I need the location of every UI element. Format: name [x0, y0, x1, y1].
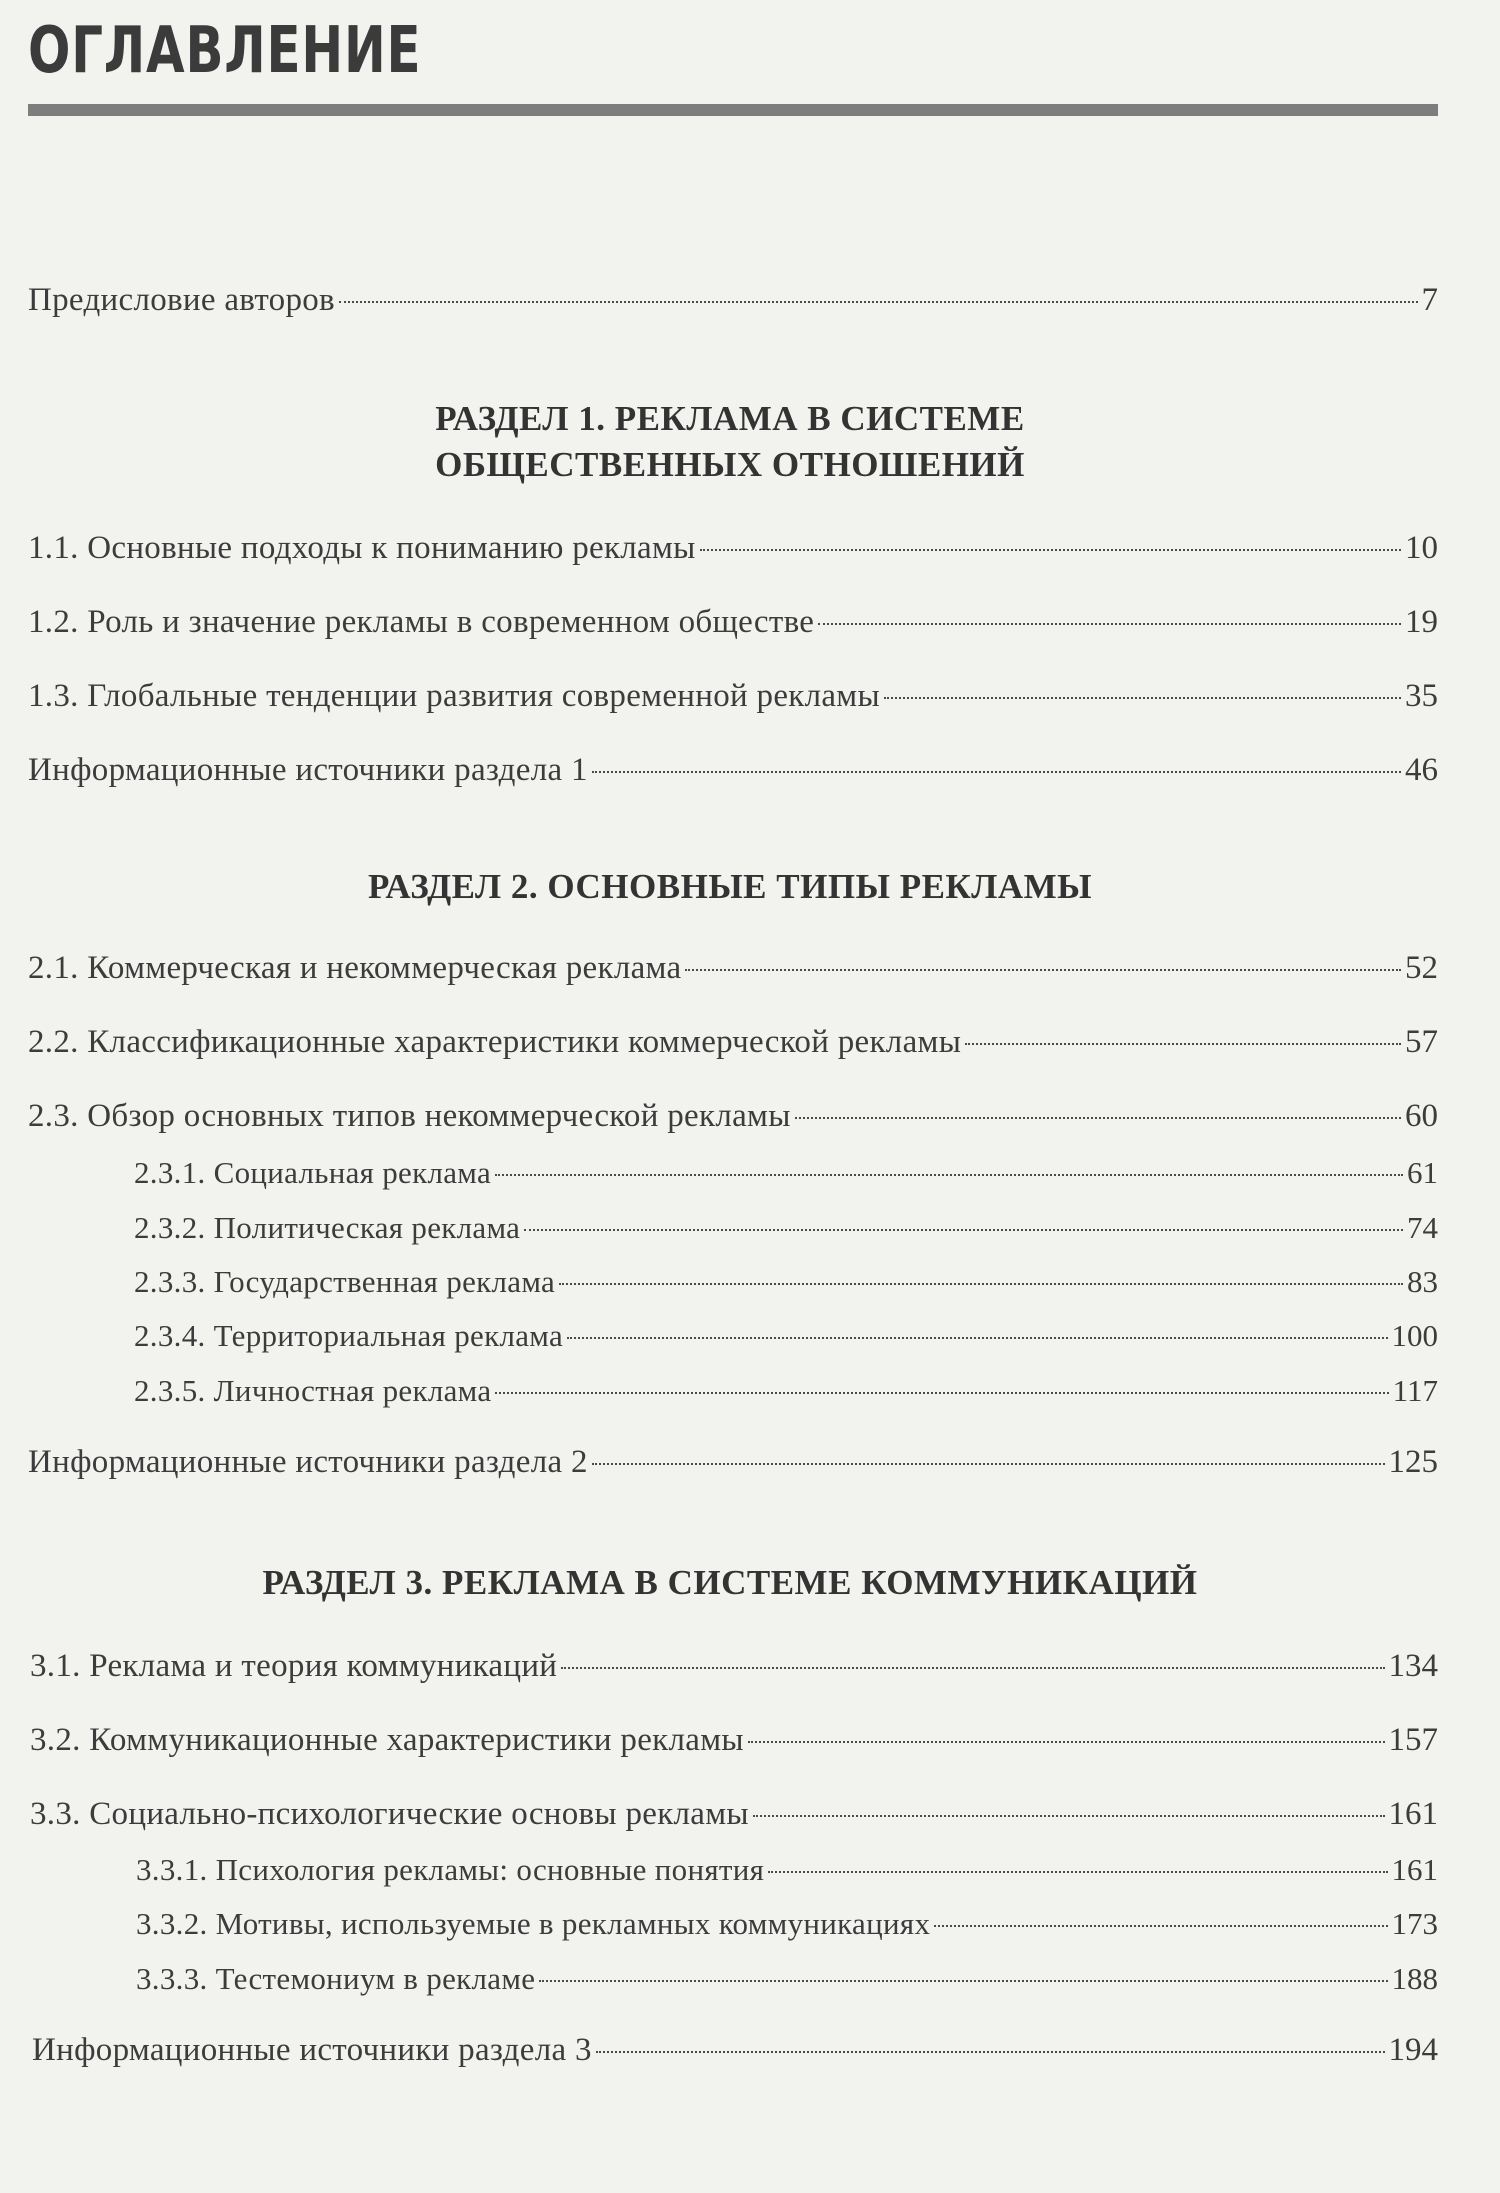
toc-entry-label: 2.3.1. Социальная реклама — [134, 1155, 492, 1190]
dot-leader — [596, 2051, 1385, 2053]
dot-leader — [748, 1741, 1385, 1743]
toc-entry-label: 1.1. Основные подходы к пониманию рекламы — [28, 530, 696, 566]
toc-page-number: 194 — [1388, 2032, 1438, 2068]
dot-leader — [818, 623, 1401, 625]
page-title: ОГЛАВЛЕНИЕ — [28, 14, 422, 88]
section-title-line: ОБЩЕСТВЕННЫХ ОТНОШЕНИЙ — [435, 445, 1025, 484]
toc-page-number: 19 — [1405, 604, 1438, 640]
toc-subentry[interactable] — [134, 1316, 1438, 1356]
dot-leader — [753, 1815, 1385, 1817]
toc-entry-label: 1.3. Глобальные тенденции развития современной рекламы — [28, 678, 880, 714]
dot-leader — [495, 1174, 1403, 1176]
dot-leader — [339, 301, 1418, 303]
toc-entry-label: Информационные источники раздела 1 — [28, 752, 588, 788]
dot-leader — [539, 1980, 1387, 1982]
toc-entry-label: 3.2. Коммуникационные характеристики рекламы — [30, 1722, 744, 1758]
dot-leader — [495, 1392, 1388, 1394]
toc-subentry[interactable] — [136, 1850, 1438, 1890]
toc-entry-label: 2.1. Коммерческая и некоммерческая реклама — [28, 950, 682, 986]
toc-page-number: 60 — [1405, 1098, 1438, 1134]
toc-subentry[interactable] — [136, 1904, 1438, 1944]
toc-entry[interactable] — [28, 948, 1438, 988]
toc-entry-label: 2.3.2. Политическая реклама — [134, 1210, 521, 1245]
toc-page-number: 188 — [1391, 1961, 1438, 1996]
toc-subentry[interactable] — [134, 1153, 1438, 1193]
section-title-line: РАЗДЕЛ 3. РЕКЛАМА В СИСТЕМЕ КОММУНИКАЦИЙ — [262, 1563, 1198, 1602]
dot-leader — [934, 1925, 1387, 1927]
title-rule — [28, 104, 1438, 116]
toc-entry[interactable] — [30, 1646, 1438, 1686]
dot-leader — [795, 1117, 1401, 1119]
toc-subentry[interactable] — [136, 1959, 1438, 1999]
toc-entry[interactable] — [28, 602, 1438, 642]
toc-entry-label: 3.3.1. Психология рекламы: основные понятия — [136, 1852, 765, 1887]
toc-subentry[interactable] — [134, 1262, 1438, 1302]
toc-page-number: 161 — [1388, 1796, 1438, 1832]
toc-entry[interactable] — [28, 1022, 1438, 1062]
toc-entry-label: Информационные источники раздела 2 — [28, 1444, 588, 1480]
dot-leader — [592, 1463, 1385, 1465]
dot-leader — [768, 1871, 1387, 1873]
dot-leader — [685, 969, 1401, 971]
toc-page-number: 46 — [1405, 752, 1438, 788]
toc-page-number: 117 — [1392, 1373, 1438, 1408]
section-title-line: РАЗДЕЛ 1. РЕКЛАМА В СИСТЕМЕ — [435, 399, 1025, 438]
section-2-title — [0, 864, 1460, 910]
toc-subentry[interactable] — [134, 1371, 1438, 1411]
toc-entry-label: Информационные источники раздела 3 — [32, 2032, 592, 2068]
section-3-title — [0, 1560, 1460, 1606]
toc-entry-preface[interactable] — [28, 280, 1438, 320]
toc-entry[interactable] — [30, 1720, 1438, 1760]
toc-entry-label: 2.3.3. Государственная реклама — [134, 1264, 556, 1299]
toc-page-number: 35 — [1405, 678, 1438, 714]
dot-leader — [567, 1337, 1387, 1339]
toc-page-number: 74 — [1407, 1210, 1438, 1245]
toc-page-number: 7 — [1421, 282, 1438, 318]
toc-entry-label: 3.3.3. Тестемониум в рекламе — [136, 1961, 536, 1996]
toc-page-number: 61 — [1407, 1155, 1438, 1190]
dot-leader — [700, 549, 1401, 551]
toc-entry-label: 2.3.5. Личностная реклама — [134, 1373, 492, 1408]
section-1-title — [0, 396, 1460, 488]
section-title-line: РАЗДЕЛ 2. ОСНОВНЫЕ ТИПЫ РЕКЛАМЫ — [367, 867, 1093, 906]
dot-leader — [592, 771, 1401, 773]
toc-entry[interactable] — [32, 2030, 1438, 2070]
toc-entry[interactable] — [28, 528, 1438, 568]
toc-entry[interactable] — [28, 1442, 1438, 1482]
toc-entry-label: 3.1. Реклама и теория коммуникаций — [30, 1648, 558, 1684]
toc-page-number: 100 — [1391, 1318, 1438, 1353]
toc-page-number: 57 — [1405, 1024, 1438, 1060]
toc-entry-label: 1.2. Роль и значение рекламы в современном обществе — [28, 604, 815, 640]
toc-entry-label: 2.3. Обзор основных типов некоммерческой рекламы — [28, 1098, 791, 1134]
toc-page-number: 83 — [1407, 1264, 1438, 1299]
toc-entry-label: 3.3. Социально-психологические основы рекламы — [30, 1796, 749, 1832]
toc-entry[interactable] — [28, 1096, 1438, 1136]
toc-page-number: 161 — [1391, 1852, 1438, 1887]
dot-leader — [965, 1043, 1401, 1045]
toc-entry[interactable] — [30, 1794, 1438, 1834]
toc-entry-label: 2.2. Классификационные характеристики коммерческой рекламы — [28, 1024, 962, 1060]
toc-entry-label: 3.3.2. Мотивы, используемые в рекламных коммуникациях — [136, 1906, 931, 1941]
toc-page-number: 10 — [1405, 530, 1438, 566]
toc-entry-label: Предисловие авторов — [28, 282, 335, 318]
dot-leader — [559, 1283, 1403, 1285]
toc-page-number: 52 — [1405, 950, 1438, 986]
toc-entry-label: 2.3.4. Территориальная реклама — [134, 1318, 564, 1353]
toc-page-number: 134 — [1388, 1648, 1438, 1684]
dot-leader — [884, 697, 1401, 699]
dot-leader — [561, 1667, 1384, 1669]
toc-entry[interactable] — [28, 750, 1438, 790]
toc-entry[interactable] — [28, 676, 1438, 716]
toc-page-number: 157 — [1388, 1722, 1438, 1758]
dot-leader — [524, 1229, 1403, 1231]
toc-subentry[interactable] — [134, 1208, 1438, 1248]
toc-page-number: 125 — [1388, 1444, 1438, 1480]
toc-page-number: 173 — [1391, 1906, 1438, 1941]
